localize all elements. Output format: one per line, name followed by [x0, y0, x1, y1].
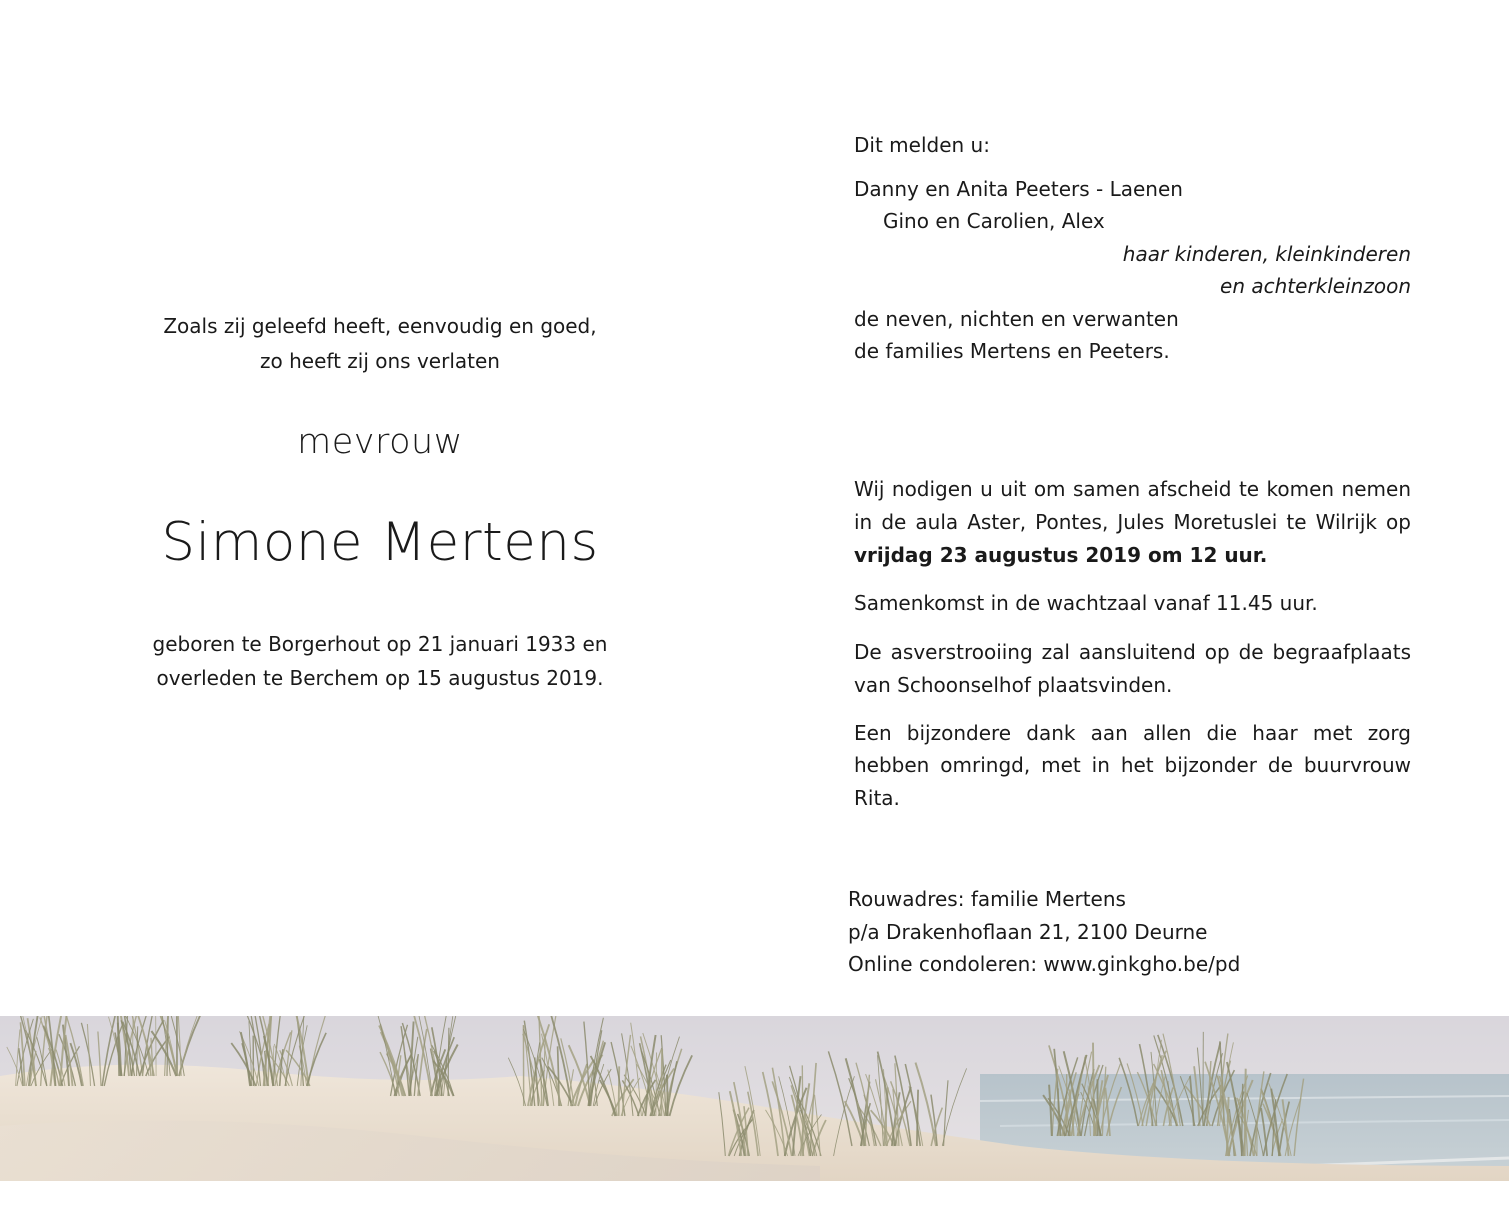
- relation-line-2: en achterkleinzoon: [1220, 274, 1411, 298]
- family-line-2: Gino en Carolien, Alex: [883, 209, 1105, 233]
- thanks-line-3: Rita.: [854, 786, 900, 810]
- grass-blade: [661, 1049, 662, 1116]
- family-line-4: de families Mertens en Peeters.: [854, 339, 1170, 363]
- honorific: mevrouw: [297, 422, 463, 462]
- dune-photo: [0, 1016, 1509, 1181]
- grass-blade: [656, 1053, 657, 1117]
- invitation-line-1: Wij nodigen u uit om samen afscheid te komen nemen: [854, 477, 1411, 501]
- relation-line-1: haar kinderen, kleinkinderen: [1122, 242, 1411, 266]
- grass-blade: [156, 1016, 157, 1076]
- grass-blade: [1245, 1069, 1246, 1156]
- scattering-line-1: De asverstrooiing zal aansluitend op de begraafplaats: [854, 640, 1411, 664]
- scattering-line-2: van Schoonselhof plaatsvinden.: [854, 673, 1173, 697]
- ceremony-date: vrijdag 23 augustus 2019 om 12 uur.: [854, 543, 1268, 567]
- family-line-1: Danny en Anita Peeters - Laenen: [854, 177, 1183, 201]
- birth-line-1: geboren te Borgerhout op 21 januari 1933 en: [152, 632, 608, 656]
- mourning-address-line-2: p/a Drakenhoflaan 21, 2100 Deurne: [848, 920, 1208, 944]
- motto-line-1: Zoals zij geleefd heeft, eenvoudig en goed,: [163, 314, 597, 338]
- gathering-info: Samenkomst in de wachtzaal vanaf 11.45 uur.: [854, 591, 1318, 615]
- online-condolence-line: Online condoleren: www.ginkgho.be/pd: [848, 952, 1241, 976]
- deceased-name: Simone Mertens: [161, 512, 599, 573]
- mourning-address-line-1: Rouwadres: familie Mertens: [848, 887, 1126, 911]
- invitation-line-2: in de aula Aster, Pontes, Jules Moretuslei te Wilrijk op: [854, 510, 1411, 534]
- thanks-line-2: hebben omringd, met in het bijzonder de buurvrouw: [854, 753, 1411, 777]
- thanks-line-1: Een bijzondere dank aan allen die haar met zorg: [854, 721, 1411, 745]
- announcement-intro: Dit melden u:: [854, 133, 990, 157]
- family-line-3: de neven, nichten en verwanten: [854, 307, 1179, 331]
- birth-line-2: overleden te Berchem op 15 augustus 2019.: [156, 666, 604, 690]
- grass-blade: [1093, 1043, 1094, 1136]
- motto-line-2: zo heeft zij ons verlaten: [260, 349, 500, 373]
